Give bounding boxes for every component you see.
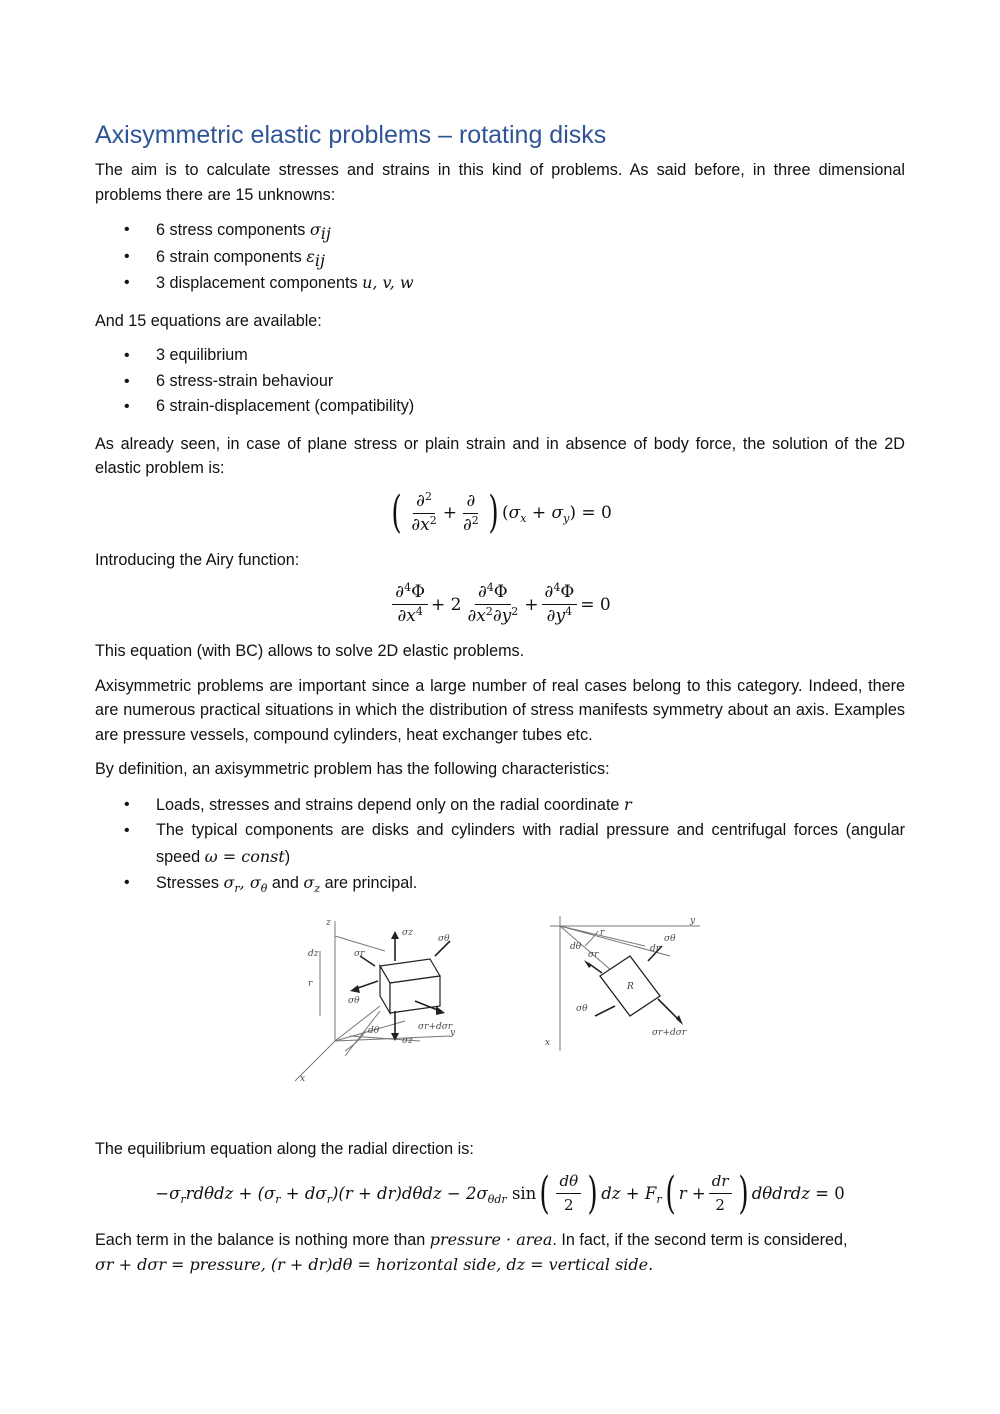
axisymmetric-paragraph: Axisymmetric problems are important since a large number of real cases belong to this category. Indeed, there are numerous practical situations in which the distribution of stress manifests symmetry about an axis. Examples are pressure vessels, compound cylinders, heat exchanger tubes etc. (95, 676, 905, 744)
svg-text:dz: dz (308, 948, 319, 959)
svg-text:σθ: σθ (438, 933, 450, 944)
list-item: • 6 stress-strain behaviour (95, 369, 905, 395)
list-item (95, 818, 905, 870)
radial-paragraph: The equilibrium equation along the radial direction is: (95, 1139, 474, 1158)
list-item-text: 6 stress components (156, 221, 310, 239)
svg-text:σr+dσr: σr+dσr (652, 1027, 687, 1038)
list-item: • 3 equilibrium (95, 343, 905, 369)
equations-list (95, 343, 905, 420)
list-item-text: The typical components are disks and cylinders with radial pressure and centrifugal forces (angular speed (156, 821, 905, 866)
list-item (95, 270, 905, 297)
final-paragraph (95, 1228, 905, 1277)
svg-text:σθ: σθ (576, 1003, 588, 1014)
list-item-text: Loads, stresses and strains depend only on the radial coordinate (156, 795, 624, 814)
list-item (95, 244, 905, 271)
math-symbol: ε (306, 246, 315, 266)
svg-text:x: x (545, 1037, 551, 1048)
svg-text:dr: dr (650, 943, 661, 954)
math-symbol: r (623, 794, 632, 814)
airy-equation: $\frac{\partial^4\Phi}{\partial x^4}$ + 2 $\frac{\partial^4\Phi}{\partial x^2\partial y^2}$ + $\frac{\partial^4\Phi}{\partial y^4}$ = 0 (95, 582, 905, 627)
section-title: Axisymmetric elastic problems – rotating disks (95, 121, 607, 149)
solve-paragraph: This equation (with BC) allows to solve 2D elastic problems. (95, 642, 525, 660)
svg-text:σr+dσr: σr+dσr (418, 1021, 453, 1032)
svg-text:dθ: dθ (570, 941, 582, 952)
svg-text:σr: σr (354, 948, 365, 959)
math-line: σr + dσr = pressure, (r + dr)dθ = horizontal side, dz = vertical side. (95, 1254, 654, 1274)
equations-intro: And 15 equations are available: (95, 311, 322, 330)
svg-text:σz: σz (402, 927, 413, 938)
svg-text:r: r (600, 927, 605, 938)
intro-paragraph: The aim is to calculate stresses and strains in this kind of problems. As said before, in three dimensional problems there are 15 unknowns: (95, 161, 905, 204)
math-symbol: ω = const (204, 846, 285, 866)
list-item-text: 3 displacement components (156, 274, 363, 292)
math-symbol: pressure · area (429, 1230, 553, 1249)
svg-text:y: y (450, 1027, 456, 1038)
list-item (95, 792, 905, 819)
list-item-text: are principal. (320, 874, 418, 892)
svg-text:r: r (308, 978, 313, 989)
radial-equilibrium-equation: $-\sigma_rrd\theta dz + (\sigma_r + d\sigma_r)(r + dr)d\theta dz - 2\sigma_{\theta dr}$ sin ( $\frac{d\theta}{2}$ ) dz + $F_r$ ( r + $\frac{dr}{2}$ ) dθdrdz = 0 (155, 1167, 845, 1219)
list-item: • 6 strain-displacement (compatibility) (95, 394, 905, 420)
unknowns-list (95, 217, 905, 297)
airy-intro: Introducing the Airy function: (95, 550, 300, 569)
characteristics-list (95, 792, 905, 897)
svg-text:R: R (627, 981, 634, 992)
svg-text:σr: σr (588, 949, 599, 960)
list-item-text: ) (284, 847, 291, 866)
plane-stress-paragraph: As already seen, in case of plane stress or plain strain and in absence of body force, the solution of the 2D elastic problem is: (95, 434, 905, 477)
math-subscript: ij (314, 250, 325, 270)
list-item-text: and (267, 874, 304, 892)
document-page (95, 118, 905, 1287)
svg-text:z: z (326, 917, 331, 928)
svg-text:y: y (690, 915, 696, 926)
svg-text:x: x (300, 1073, 306, 1084)
element-3d-diagram (290, 911, 480, 1086)
paragraph-text: Each term in the balance is nothing more than (95, 1231, 430, 1249)
svg-text:σz: σz (402, 1035, 413, 1046)
svg-text:σθ: σθ (348, 995, 360, 1006)
svg-text:σθ: σθ (664, 933, 676, 944)
math-symbol: σ (309, 220, 321, 239)
list-item: • Stresses $\sigma_r$, $\sigma_\theta$ and $\sigma_z$ are principal. (95, 870, 905, 897)
disk-section-diagram (540, 911, 710, 1061)
list-item-text: 6 strain components (156, 247, 307, 266)
definition-paragraph: By definition, an axisymmetric problem has the following characteristics: (95, 760, 610, 778)
figure-row (95, 911, 905, 1091)
math-symbol: u, v, w (362, 273, 414, 292)
paragraph-text: . In fact, if the second term is considered, (552, 1231, 848, 1249)
svg-text:dθ: dθ (368, 1025, 380, 1036)
list-item-text: Stresses (156, 874, 224, 892)
laplace-equation: ( $\frac{\partial^2}{\partial x^2}$ + $\frac{\partial}{\partial^2}$ ) $(\sigma_x + \sigma_y) = 0$ (391, 487, 612, 538)
math-subscript: ij (320, 224, 331, 243)
list-item (95, 217, 905, 244)
